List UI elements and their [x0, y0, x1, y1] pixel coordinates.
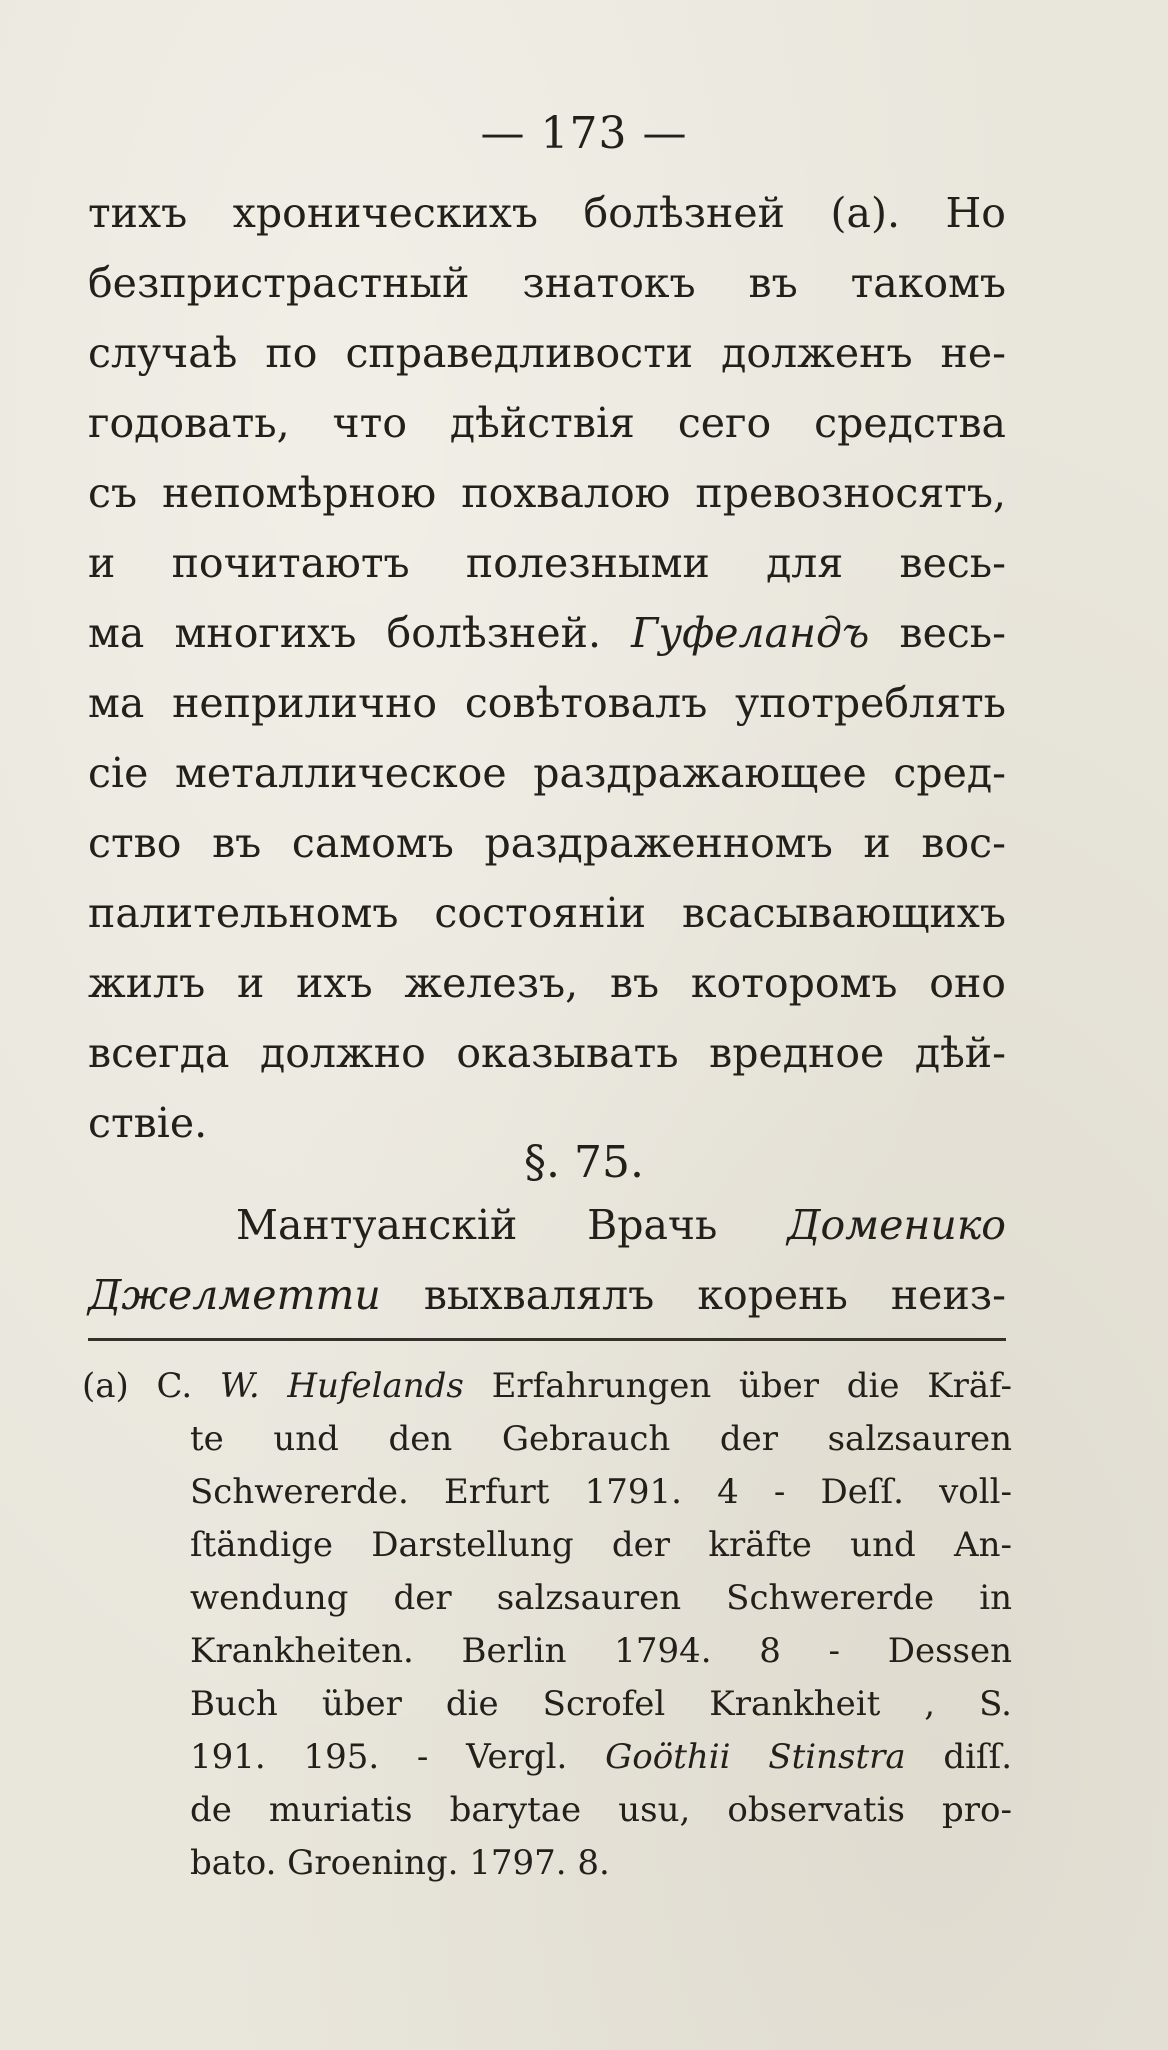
text-line: палительномъ состоянiи всасывающихъ	[88, 889, 1006, 937]
person-name-italic: Доменико	[787, 1201, 1006, 1249]
text-line: съ непомѣрною похвалою превозносятъ,	[88, 469, 1006, 517]
footnote	[82, 1360, 1012, 1890]
text-segment: выхвалялъ корень неиз-	[423, 1271, 1006, 1319]
footnote-line	[82, 1360, 1012, 1413]
text-line: ство въ самомъ раздраженномъ и вос-	[88, 819, 1006, 867]
text-line: всегда должно оказывать вредное дѣй-	[88, 1029, 1006, 1077]
footnote-line: Buch über die Scrofel Krankheit , S.	[190, 1684, 1012, 1724]
footnote-marker: (a) C.	[82, 1366, 193, 1406]
text-line: ствiе.	[88, 1099, 208, 1147]
author-name: Goöthii Stinstra	[605, 1737, 906, 1777]
footnote-line: Krankheiten. Berlin 1794. 8 - Dessen	[190, 1631, 1012, 1671]
second-paragraph	[88, 1190, 1006, 1330]
text-line: тихъ хроническихъ болѣзней (а). Но	[88, 189, 1006, 237]
text-line: годовать, что дѣйствiя сего средства	[88, 399, 1006, 447]
main-paragraph	[88, 178, 1006, 1158]
text-line	[88, 1260, 1006, 1330]
text-segment: diſſ.	[943, 1737, 1013, 1777]
text-line	[88, 1190, 1006, 1260]
author-initial: W.	[219, 1366, 260, 1406]
text-line: и почитаютъ полезными для весь-	[88, 539, 1006, 587]
text-line: сiе металлическое раздражающее сред-	[88, 749, 1006, 797]
text-segment: ма многихъ болѣзней.	[88, 609, 602, 657]
text-line: безпристрастный знатокъ въ такомъ	[88, 259, 1006, 307]
footnote-line: ſtändige Darstellung der kräfte und An-	[190, 1525, 1012, 1565]
footnote-line: de muriatis barytae usu, observatis pro-	[190, 1790, 1012, 1830]
text-segment: 191. 195. - Vergl.	[190, 1737, 568, 1777]
author-name-italic: Гуфеландъ	[631, 609, 870, 657]
author-name: Hufelands	[287, 1366, 464, 1406]
text-line-with-name	[88, 598, 1006, 668]
footnote-line: wendung der salzsauren Schwererde in	[190, 1578, 1012, 1618]
page-number: — 173 —	[480, 108, 688, 159]
footnote-line	[82, 1731, 1012, 1784]
text-line: случаѣ по справедливости долженъ не-	[88, 329, 1006, 377]
footnote-line: bato. Groening. 1797. 8.	[190, 1843, 610, 1883]
person-name-italic: Джелметти	[88, 1271, 381, 1319]
text-line: ма неприлично совѣтовалъ употреблять	[88, 679, 1006, 727]
footnote-line: Schwererde. Erfurt 1791. 4 - Deſſ. voll-	[190, 1472, 1012, 1512]
text-segment: весь-	[899, 609, 1006, 657]
section-heading: §. 75.	[524, 1137, 644, 1188]
text-segment: Мантуанскiй Врачь	[236, 1201, 718, 1249]
footnote-line: te und den Gebrauch der salzsauren	[190, 1419, 1012, 1459]
footnote-divider	[88, 1338, 1006, 1341]
text-segment: Erfahrungen über die Kräf-	[491, 1366, 1012, 1406]
text-line: жилъ и ихъ железъ, въ которомъ оно	[88, 959, 1006, 1007]
